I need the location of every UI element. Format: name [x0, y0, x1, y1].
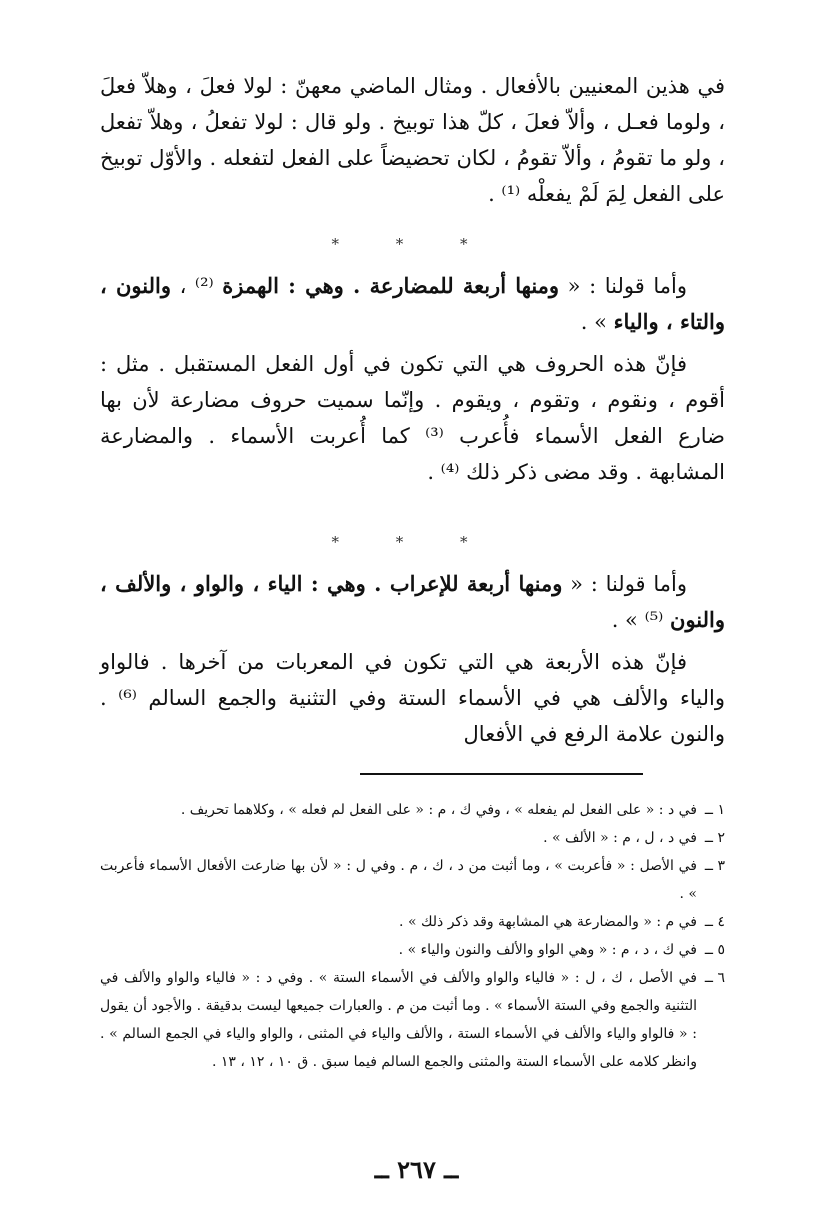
paragraph-4-end: ⁽⁵⁾ » . — [611, 608, 671, 632]
paragraph-2-quote-b: والنون ، والتاء ، والياء — [100, 273, 725, 334]
paragraph-3: فإنّ هذه الحروف هي التي تكون في أول الفعل المستقبل . مثل : أقوم ، ونقوم ، وتقوم ، ويقوم . وإنّما سميت حروف مضارعة لأن بها ضارع الفعل الأسماء فأُعرب ⁽³⁾ كما أُعربت الأسماء . والمضارعة المشابهة . وقد مضى ذكر ذلك ⁽⁴⁾ . — [100, 352, 725, 484]
footnote-text: في الأصل : « فأعربت » ، وما أثبت من د ، ك ، م . وفي ل : « لأن بها ضارعت الأفعال الأسماء فأعربت » . — [100, 858, 697, 902]
footnote-ref-2: ⁽²⁾ ، — [170, 274, 223, 298]
paragraph-2 — [100, 268, 725, 340]
footnote-text: في ك ، د ، م : « وهي الواو والألف والنون والياء » . — [398, 942, 697, 958]
section-separator-1: * * * — [331, 235, 494, 253]
footnote-number: ٣ ــ — [704, 858, 725, 874]
footnote-text: في د : « على الفعل لم يفعله » ، وفي ك ، م : « على الفعل لم فعله » ، وكلاهما تحريف . — [180, 802, 697, 818]
paragraph-4 — [100, 566, 725, 638]
page-number: ــ ٢٦٧ ــ — [374, 1155, 459, 1184]
footnote-3 — [100, 852, 725, 908]
footnote-1 — [100, 796, 725, 824]
footnote-text: في الأصل ، ك ، ل : « فالياء والواو والألف في الأسماء الستة » . وفي د : « فالياء والواو والألف في التثنية والجمع وفي الستة الأسماء » . وما أثبت من م . والعبارات جميعها ليست بدقيقة . والأجود أن يقول : « فالواو والياء والألف في الأسماء الستة ، والألف والياء في المثنى ، والواو والياء في الجمع السالم » . وانظر كلامه على الأسماء الستة والمثنى والجمع السالم فيما سبق . ق ١٠ ، ١٢ ، ١٣ . — [100, 970, 697, 1070]
footnote-2 — [100, 824, 725, 852]
paragraph-2-intro: وأما قولنا : « — [559, 274, 687, 298]
paragraph-2-end: » . — [580, 310, 614, 334]
footnote-5 — [100, 936, 725, 964]
footnote-4 — [100, 908, 725, 936]
footnote-text: في م : « والمضارعة هي المشابهة وقد ذكر ذلك » . — [399, 914, 697, 930]
paragraph-2-quote-a: ومنها أربعة للمضارعة . وهي : الهمزة — [222, 273, 560, 298]
footnote-number: ٤ ــ — [704, 914, 725, 930]
section-separator-2: * * * — [331, 533, 494, 551]
footnote-number: ١ ــ — [704, 802, 725, 818]
footnote-number: ٢ ــ — [704, 830, 725, 846]
footnote-6 — [100, 964, 725, 1076]
paragraph-4-quote: ومنها أربعة للإعراب . وهي : الياء ، والواو ، والألف ، والنون — [100, 571, 725, 632]
footnote-number: ٦ ــ — [704, 970, 725, 986]
paragraph-1: في هذين المعنيين بالأفعال . ومثال الماضي معهنّ : لولا فعلَ ، وهلاّ فعلَ ، ولوما فعـل ، وألاّ فعلَ ، كلّ هذا توبيخ . ولو قال : لولا تفعلُ ، وهلاّ تفعل ، ولو ما تقومُ ، وألاّ تقومُ ، لكان تحضيضاً على الفعل لتفعله . والأوّل توبيخ على الفعل لِمَ لَمْ يفعلْه ⁽¹⁾ . — [100, 74, 725, 206]
footnotes — [100, 796, 725, 1076]
paragraph-5: فإنّ هذه الأربعة هي التي تكون في المعربات من آخرها . فالواو والياء والألف هي في الأسماء الستة وفي التثنية والجمع السالم ⁽⁶⁾ . والنون علامة الرفع في الأفعال — [100, 650, 725, 746]
footnote-number: ٥ ــ — [704, 942, 725, 958]
footnote-divider — [360, 773, 643, 775]
main-text — [100, 68, 725, 752]
footnote-text: في د ، ل ، م : « الألف » . — [543, 830, 697, 846]
paragraph-4-intro: وأما قولنا : « — [562, 572, 687, 596]
